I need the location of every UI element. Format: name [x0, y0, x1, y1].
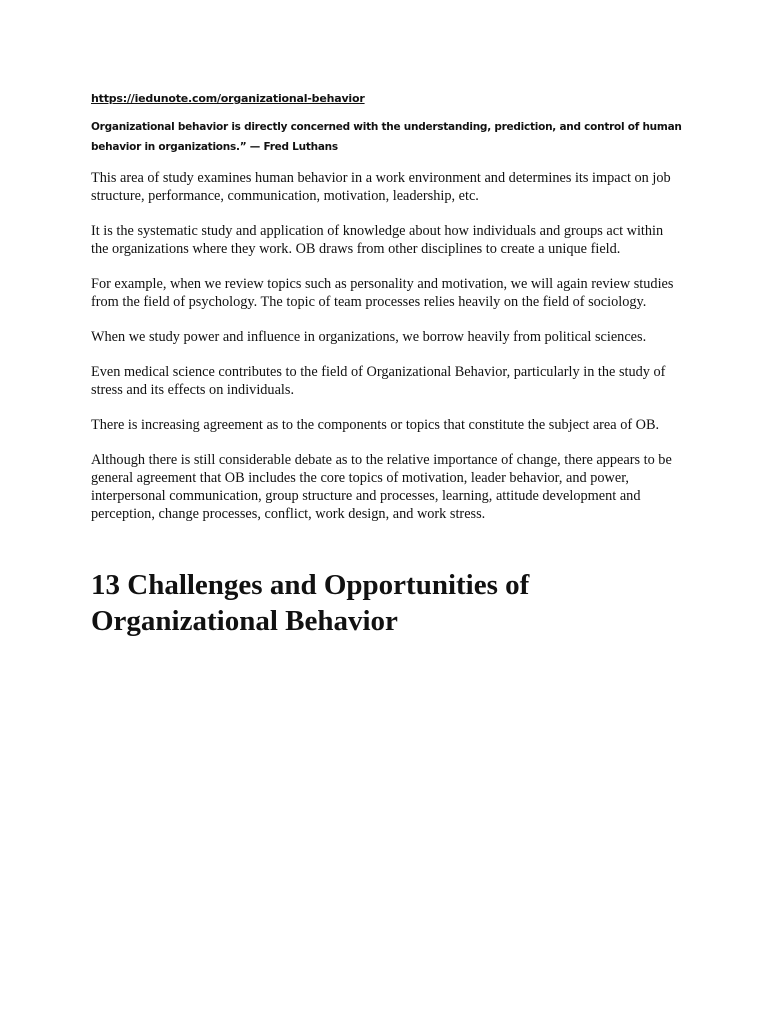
paragraph-7: Although there is still considerable debate as to the relative importance of change, there appears to be general agreement that OB includes the core topics of motivation, leader behavior, and power, interpersonal communication, group structure and processes, learning, attitude development and perception, change processes, conflict, work design, and work stress. [91, 452, 672, 522]
paragraph-5: Even medical science contributes to the field of Organizational Behavior, particularly in the study of stress and its effects on individuals. [91, 364, 666, 398]
paragraph-1: This area of study examines human behavior in a work environment and determines its impact on job structure, performance, communication, motivation, leadership, etc. [91, 170, 671, 204]
source-link[interactable]: https://iedunote.com/organizational-behavior [91, 92, 365, 105]
paragraph-6: There is increasing agreement as to the components or topics that constitute the subject area of OB. [91, 417, 660, 433]
document-page [91, 92, 683, 639]
paragraph-3: For example, when we review topics such as personality and motivation, we will again review studies from the field of psychology. The topic of team processes relies heavily on the field of sociology. [91, 276, 674, 310]
paragraph-4: When we study power and influence in organizations, we borrow heavily from political sciences. [91, 329, 647, 345]
quote-text: Organizational behavior is directly concerned with the understanding, prediction, and control of human behavior in organizations.” — Fred Luthans [91, 121, 682, 153]
paragraph-2: It is the systematic study and application of knowledge about how individuals and groups act within the organizations where they work. OB draws from other disciplines to create a unique field. [91, 223, 664, 257]
section-heading: 13 Challenges and Opportunities of Organizational Behavior [91, 569, 530, 637]
